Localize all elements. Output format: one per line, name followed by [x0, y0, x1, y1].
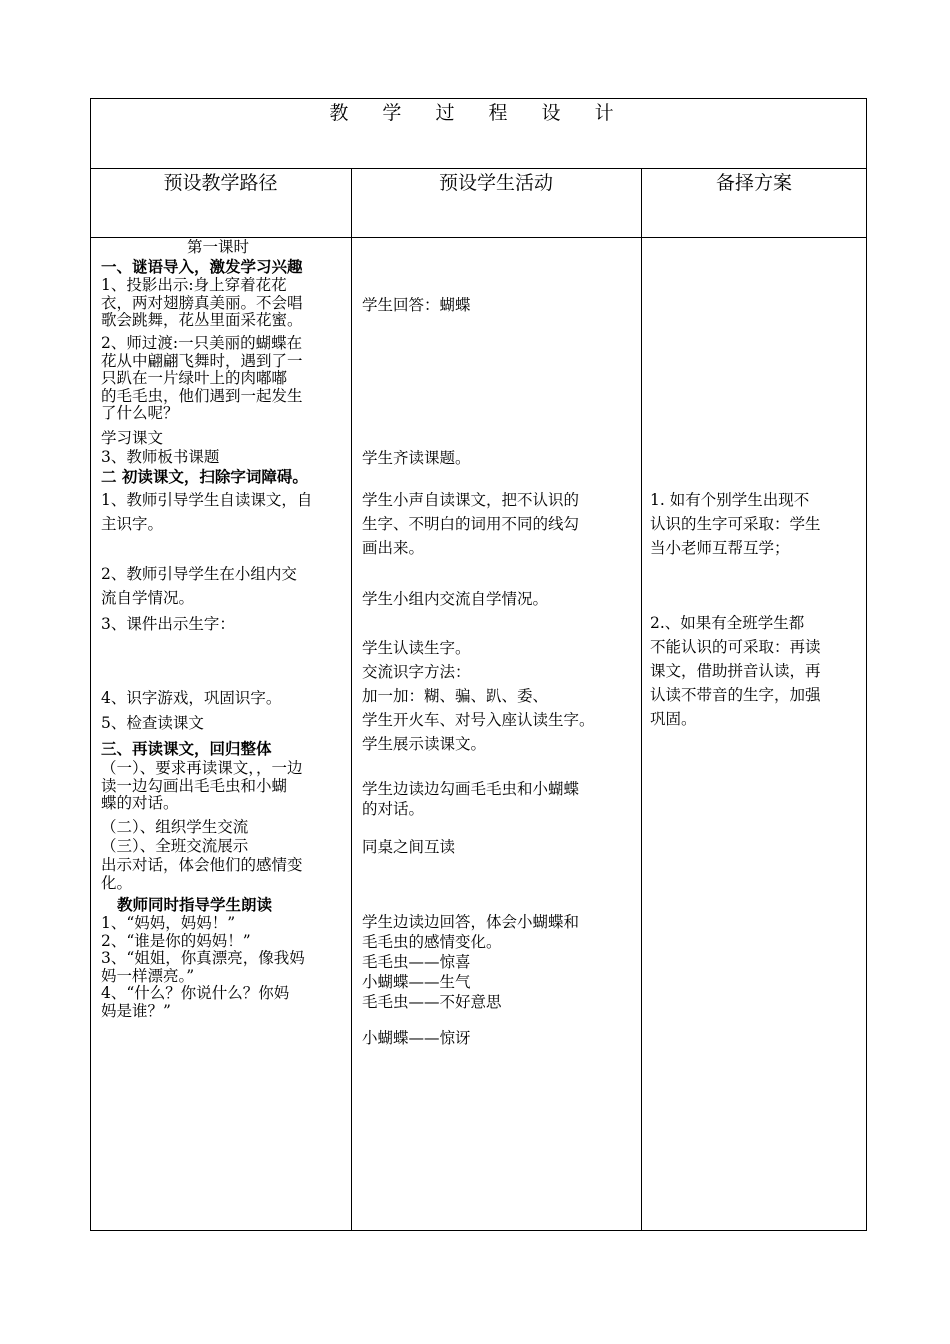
activity-mark-dialogue: 学生边读边勾画毛毛虫和小蝴蝶 的对话。 — [362, 780, 580, 818]
section-2-item-5: 5、检查读课文 — [101, 714, 204, 732]
section-2-item-4: 4、识字游戏，巩固识字。 — [101, 689, 282, 707]
section-2-item-2: 2、教师引导学生在小组内交 流自学情况。 — [101, 565, 297, 607]
column-divider-1 — [351, 168, 352, 1231]
activity-read-title: 学生齐读课题。 — [362, 449, 471, 467]
section-2-item-3: 3、课件出示生字： — [101, 615, 235, 633]
activity-recognize-characters: 学生认读生字。 交流识字方法： 加一加：糊、骗、趴、委、 学生开火车、对号入座认读生字。 学生展示读课文。 — [362, 639, 595, 753]
activity-emotion-change: 学生边读边回答，体会小蝴蝶和 毛毛虫的感情变化。 毛毛虫——惊喜 小蝴蝶——生气 毛毛虫——不好意思 — [362, 913, 580, 1011]
activity-self-read: 学生小声自读课文，把不认识的 生字、不明白的词用不同的线勾 画出来。 — [362, 491, 580, 557]
column-header-alternative-plan: 备择方案 — [715, 172, 792, 194]
activity-butterfly-surprised: 小蝴蝶——惊讶 — [362, 1029, 471, 1047]
section-2-item-1: 1、教师引导学生自读课文，自 主识字。 — [101, 491, 313, 533]
table-title: 教 学 过 程 设 计 — [329, 102, 628, 124]
section-1-item-3: 3、教师板书课题 — [101, 448, 220, 466]
section-3-dialogue-list: 1、“妈妈，妈妈！” 2、“谁是你的妈妈！” 3、“姐姐，你真漂亮，像我妈 妈一样漂亮。” 4、“什么？你说什么？你妈 妈是谁？” — [101, 914, 305, 1020]
section-3-part-3: （三）、全班交流展示 — [101, 837, 249, 855]
section-1-study: 学习课文 — [101, 429, 164, 447]
lesson-label: 第一课时 — [187, 238, 250, 256]
column-header-teaching-path: 预设教学路径 — [163, 172, 278, 194]
title-row-divider — [90, 168, 867, 169]
column-divider-2 — [641, 168, 642, 1231]
activity-pair-reading: 同桌之间互读 — [362, 838, 456, 856]
section-3-part-4: 出示对话，体会他们的感情变 化。 — [101, 856, 303, 892]
section-1-item-1: 1、投影出示:身上穿着花花 衣，两对翅膀真美丽。不会唱 歌会跳舞，花丛里面采花蜜。 — [101, 276, 303, 329]
section-1-item-2: 2、师过渡:一只美丽的蝴蝶在 花从中翩翩飞舞时，遇到了一 只趴在一片绿叶上的肉嘟嘟 的毛毛虫，他们遇到一起发生 了什么呢？ — [101, 334, 303, 422]
section-2-heading: 二 初读课文，扫除字词障碍。 — [101, 467, 308, 486]
section-3-reading-guide: 教师同时指导学生朗读 — [117, 895, 273, 914]
activity-group-exchange: 学生小组内交流自学情况。 — [362, 590, 549, 608]
section-3-heading: 三、再读课文，回归整体 — [101, 739, 272, 758]
alternative-plan-1: 1. 如有个别学生出现不 认识的生字可采取：学生 当小老师互帮互学； — [650, 491, 821, 557]
section-1-heading: 一、谜语导入，激发学习兴趣 — [101, 257, 303, 276]
activity-answer-butterfly: 学生回答：蝴蝶 — [362, 296, 471, 314]
section-3-part-1: （一）、要求再读课文，，一边 读一边勾画出毛毛虫和小蝴 蝶的对话。 — [101, 759, 303, 812]
alternative-plan-2: 2.、如果有全班学生都 不能认识的可采取：再读 课文，借助拼音认读，再 认读不带音的生字，加强 巩固。 — [650, 614, 821, 728]
column-header-student-activity: 预设学生活动 — [438, 172, 553, 194]
section-3-part-2: （二）、组织学生交流 — [101, 818, 249, 836]
